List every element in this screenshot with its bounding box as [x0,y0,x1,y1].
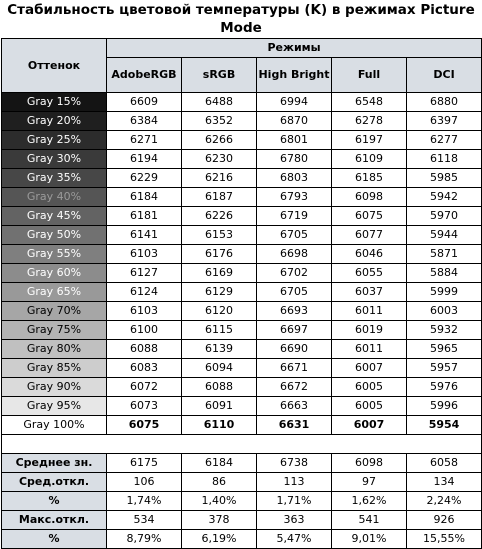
table-row [2,112,482,131]
table-cell: 6488 [182,93,257,112]
table-cell: 6075 [332,207,407,226]
stats-cell: 6175 [107,454,182,473]
table-cell: 6397 [407,112,482,131]
table-cell: 6077 [332,226,407,245]
gray-level-label: Gray 75% [2,321,107,340]
table-cell: 6793 [257,188,332,207]
stats-cell: 926 [407,511,482,530]
table-cell: 5985 [407,169,482,188]
gray-level-label: Gray 60% [2,264,107,283]
table-cell: 6609 [107,93,182,112]
table-row [2,188,482,207]
gray-level-label: Gray 30% [2,150,107,169]
table-row [2,340,482,359]
table-cell: 6005 [332,397,407,416]
modes-group-header: Режимы [107,39,482,58]
gray-level-label: Gray 40% [2,188,107,207]
table-cell: 6230 [182,150,257,169]
stats-row [2,530,482,549]
table-cell: 6698 [257,245,332,264]
table-cell: 6003 [407,302,482,321]
stats-cell: 1,62% [332,492,407,511]
table-cell: 6007 [332,359,407,378]
table-cell: 6880 [407,93,482,112]
table-cell: 5970 [407,207,482,226]
stats-cell: 541 [332,511,407,530]
table-cell: 6229 [107,169,182,188]
table-cell: 6110 [182,416,257,435]
color-temperature-table [1,38,482,549]
gray-level-label: Gray 25% [2,131,107,150]
stats-cell: 8,79% [107,530,182,549]
table-cell: 6216 [182,169,257,188]
table-cell: 6705 [257,226,332,245]
table-row [2,416,482,435]
table-cell: 6187 [182,188,257,207]
table-cell: 6100 [107,321,182,340]
table-cell: 6109 [332,150,407,169]
gray-level-label: Gray 55% [2,245,107,264]
gray-level-label: Gray 65% [2,283,107,302]
table-cell: 6994 [257,93,332,112]
stats-cell: 6184 [182,454,257,473]
table-cell: 6184 [107,188,182,207]
table-cell: 5884 [407,264,482,283]
table-cell: 6019 [332,321,407,340]
table-cell: 6088 [182,378,257,397]
stats-cell: 113 [257,473,332,492]
table-row [2,359,482,378]
stats-row [2,511,482,530]
table-cell: 5871 [407,245,482,264]
stats-label: % [2,530,107,549]
table-cell: 6780 [257,150,332,169]
gray-level-label: Gray 70% [2,302,107,321]
table-row [2,397,482,416]
column-header-adobergb: AdobeRGB [107,58,182,93]
table-cell: 6072 [107,378,182,397]
table-cell: 6870 [257,112,332,131]
table-cell: 6631 [257,416,332,435]
stats-cell: 6,19% [182,530,257,549]
table-cell: 6185 [332,169,407,188]
stats-cell: 9,01% [332,530,407,549]
stats-cell: 97 [332,473,407,492]
stats-label: Среднее зн. [2,454,107,473]
gray-level-label: Gray 45% [2,207,107,226]
column-header-high-bright: High Bright [257,58,332,93]
table-cell: 6083 [107,359,182,378]
stats-cell: 6738 [257,454,332,473]
table-cell: 5944 [407,226,482,245]
gray-level-label: Gray 15% [2,93,107,112]
table-row [2,378,482,397]
table-cell: 6103 [107,245,182,264]
table-cell: 6118 [407,150,482,169]
shade-column-header: Оттенок [2,39,107,93]
table-cell: 6139 [182,340,257,359]
table-row [2,264,482,283]
gray-level-label: Gray 95% [2,397,107,416]
stats-cell: 378 [182,511,257,530]
stats-cell: 2,24% [407,492,482,511]
table-cell: 6153 [182,226,257,245]
table-cell: 6007 [332,416,407,435]
table-cell: 6005 [332,378,407,397]
table-cell: 6176 [182,245,257,264]
table-cell: 6671 [257,359,332,378]
table-cell: 6011 [332,302,407,321]
stats-cell: 6098 [332,454,407,473]
table-row [2,93,482,112]
table-row [2,131,482,150]
table-row [2,245,482,264]
table-cell: 6091 [182,397,257,416]
table-cell: 5932 [407,321,482,340]
stats-row [2,492,482,511]
gray-level-label: Gray 80% [2,340,107,359]
gray-level-label: Gray 50% [2,226,107,245]
table-cell: 6094 [182,359,257,378]
table-cell: 6271 [107,131,182,150]
table-row [2,283,482,302]
table-cell: 6103 [107,302,182,321]
table-cell: 5957 [407,359,482,378]
table-cell: 6693 [257,302,332,321]
table-cell: 6352 [182,112,257,131]
gray-level-label: Gray 20% [2,112,107,131]
table-cell: 6075 [107,416,182,435]
table-cell: 5954 [407,416,482,435]
table-cell: 6124 [107,283,182,302]
table-cell: 6120 [182,302,257,321]
table-cell: 5965 [407,340,482,359]
table-row [2,321,482,340]
table-cell: 6073 [107,397,182,416]
table-cell: 6194 [107,150,182,169]
table-cell: 6719 [257,207,332,226]
table-cell: 6548 [332,93,407,112]
stats-label: Макс.откл. [2,511,107,530]
table-cell: 6384 [107,112,182,131]
stats-cell: 1,40% [182,492,257,511]
table-cell: 6801 [257,131,332,150]
table-cell: 5996 [407,397,482,416]
table-row [2,226,482,245]
separator-row [2,435,482,454]
column-header-full: Full [332,58,407,93]
table-cell: 6697 [257,321,332,340]
table-cell: 6803 [257,169,332,188]
table-cell: 6278 [332,112,407,131]
stats-cell: 363 [257,511,332,530]
table-cell: 6046 [332,245,407,264]
table-row [2,302,482,321]
table-cell: 6129 [182,283,257,302]
table-cell: 6141 [107,226,182,245]
table-cell: 5999 [407,283,482,302]
table-cell: 6011 [332,340,407,359]
table-cell: 6226 [182,207,257,226]
table-cell: 6181 [107,207,182,226]
stats-cell: 6058 [407,454,482,473]
table-cell: 6037 [332,283,407,302]
table-cell: 6672 [257,378,332,397]
stats-row [2,473,482,492]
stats-row [2,454,482,473]
stats-cell: 134 [407,473,482,492]
gray-level-label: Gray 85% [2,359,107,378]
table-cell: 5942 [407,188,482,207]
table-cell: 6266 [182,131,257,150]
stats-label: % [2,492,107,511]
table-cell: 6702 [257,264,332,283]
table-cell: 6705 [257,283,332,302]
stats-cell: 5,47% [257,530,332,549]
table-cell: 6169 [182,264,257,283]
table-cell: 6690 [257,340,332,359]
stats-cell: 1,71% [257,492,332,511]
table-cell: 6055 [332,264,407,283]
table-cell: 5976 [407,378,482,397]
gray-level-label: Gray 100% [2,416,107,435]
column-header-srgb: sRGB [182,58,257,93]
gray-level-label: Gray 90% [2,378,107,397]
table-row [2,169,482,188]
stats-cell: 106 [107,473,182,492]
gray-level-label: Gray 35% [2,169,107,188]
table-cell: 6088 [107,340,182,359]
separator-cell [2,435,482,454]
stats-cell: 86 [182,473,257,492]
table-cell: 6127 [107,264,182,283]
table-title: Стабильность цветовой температуры (K) в режимах Picture Mode [7,2,475,36]
table-cell: 6115 [182,321,257,340]
table-cell: 6197 [332,131,407,150]
table-row [2,150,482,169]
table-cell: 6277 [407,131,482,150]
stats-label: Сред.откл. [2,473,107,492]
table-cell: 6663 [257,397,332,416]
stats-cell: 1,74% [107,492,182,511]
stats-cell: 15,55% [407,530,482,549]
table-cell: 6098 [332,188,407,207]
column-header-dci: DCI [407,58,482,93]
table-row [2,207,482,226]
stats-cell: 534 [107,511,182,530]
